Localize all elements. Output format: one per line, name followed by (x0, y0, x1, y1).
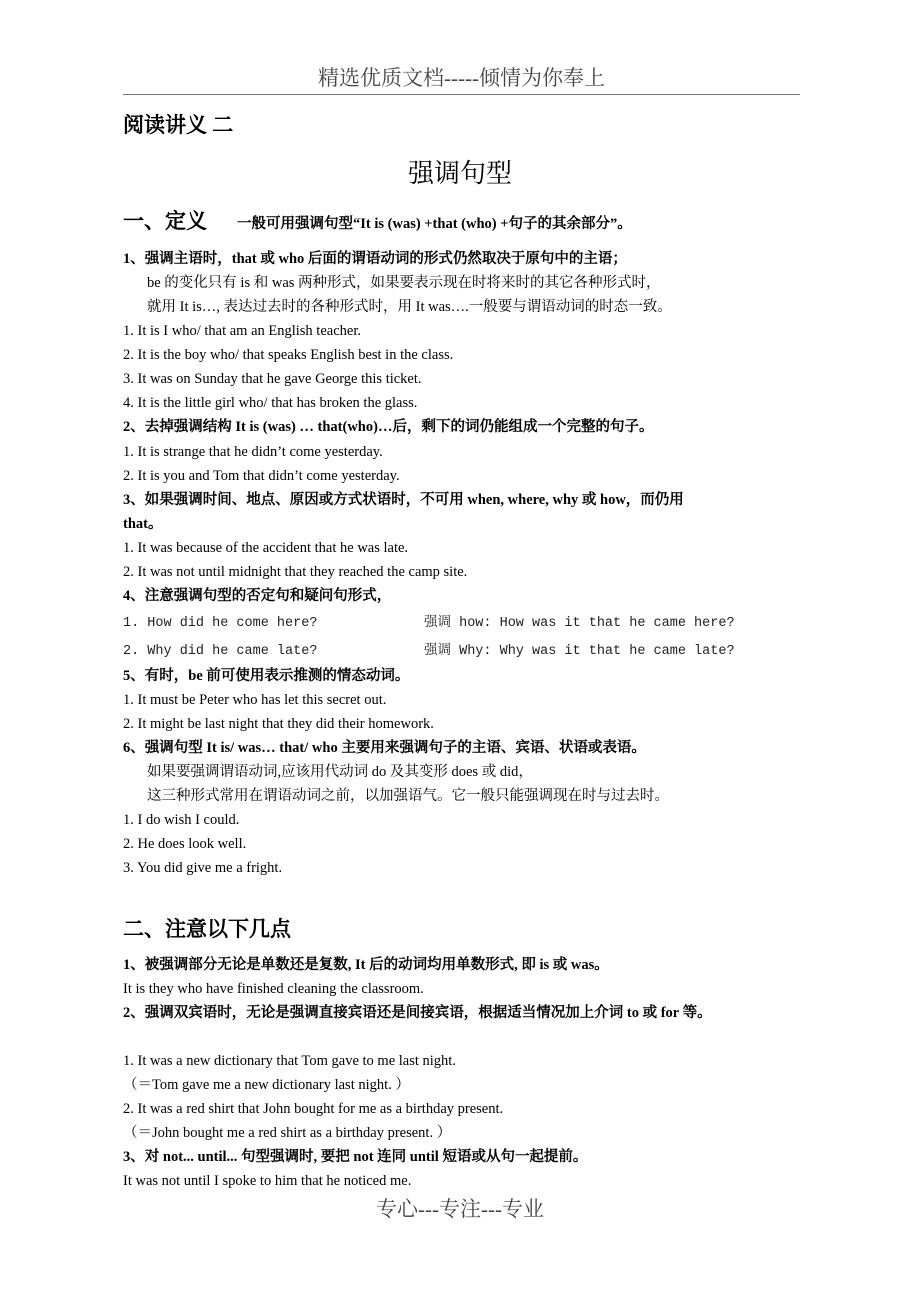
example-sentence: 1. I do wish I could. (123, 812, 240, 828)
point-2-title: 2、强调双宾语时，无论是强调直接宾语还是间接宾语，根据适当情况加上介词 to 或 for 等。 (123, 1005, 712, 1021)
example-sentence: 2. It might be last night that they did their homework. (123, 716, 434, 732)
point-1-title: 1、被强调部分无论是单数还是复数, It 后的动词均用单数形式, 即 is 或 was。 (123, 957, 609, 973)
rule-3-title-cont: that。 (123, 516, 163, 532)
rule-2-title: 2、去掉强调结构 It is (was) … that(who)…后，剩下的词仍能组成一个完整的句子。 (123, 419, 654, 435)
page-footer: 专心---专注---专业 (376, 1197, 544, 1221)
example-sentence: 3. It was on Sunday that he gave George this ticket. (123, 371, 422, 387)
rule-1-note-2: 就用 It is…, 表达过去时的各种形式时，用 It was….一般要与谓语动词的时态一致。 (147, 299, 672, 315)
question-2: 2. Why did he came late? (123, 644, 318, 659)
question-2-emphasis: 强调 Why: Why was it that he came late? (424, 644, 735, 659)
example-sentence: 1. It is I who/ that am an English teacher. (123, 323, 361, 339)
example-sentence: 1. It was because of the accident that he was late. (123, 540, 409, 556)
definition-text: 一般可用强调句型“It is (was) +that (who) +句子的其余部分”。 (237, 216, 632, 232)
section-2-heading: 二、注意以下几点 (123, 917, 291, 941)
example-sentence: It was not until I spoke to him that he noticed me. (123, 1173, 412, 1189)
example-sentence: 1. It was a new dictionary that Tom gave to me last night. (123, 1053, 456, 1069)
section-1-heading-line (123, 208, 632, 234)
rule-4-title: 4、注意强调句型的否定句和疑问句形式， (123, 588, 392, 604)
example-sentence: 1. It is strange that he didn’t come yesterday. (123, 444, 383, 460)
rule-6-title: 6、强调句型 It is/ was… that/ who 主要用来强调句子的主语、宾语、状语或表语。 (123, 740, 646, 756)
example-sentence: 2. It is the boy who/ that speaks English best in the class. (123, 347, 454, 363)
example-sentence: 4. It is the little girl who/ that has broken the glass. (123, 395, 418, 411)
question-1: 1. How did he come here? (123, 616, 318, 631)
lecture-title: 阅读讲义 二 (123, 113, 234, 137)
rule-6-note-1: 如果要强调谓语动词,应该用代动词 do 及其变形 does 或 did， (147, 764, 533, 780)
rule-6-note-2: 这三种形式常用在谓语动词之前，以加强语气。它一般只能强调现在时与过去时。 (147, 788, 669, 804)
example-sentence: 2. He does look well. (123, 836, 247, 852)
point-3-title: 3、对 not... until... 句型强调时, 要把 not 连同 until 短语或从句一起提前。 (123, 1149, 588, 1165)
page-header: 精选优质文档-----倾情为你奉上 (123, 62, 800, 95)
section-1-heading: 一、定义 (123, 209, 207, 233)
example-paraphrase: （＝John bought me a red shirt as a birthday present. ） (123, 1125, 452, 1141)
example-paraphrase: （＝Tom gave me a new dictionary last night. ） (123, 1077, 410, 1093)
example-sentence: 1. It must be Peter who has let this secret out. (123, 692, 387, 708)
rule-1-title: 1、强调主语时，that 或 who 后面的谓语动词的形式仍然取决于原句中的主语； (123, 251, 627, 267)
rule-1-note-1: be 的变化只有 is 和 was 两种形式，如果要表示现在时将来时的其它各种形式时， (147, 275, 661, 291)
rule-5-title: 5、有时，be 前可使用表示推测的情态动词。 (123, 668, 410, 684)
example-sentence: It is they who have finished cleaning the classroom. (123, 981, 424, 997)
rule-3-title: 3、如果强调时间、地点、原因或方式状语时，不可用 when, where, why 或 how，而仍用 (123, 492, 684, 508)
main-title: 强调句型 (407, 159, 512, 188)
example-sentence: 2. It is you and Tom that didn’t come yesterday. (123, 468, 400, 484)
example-sentence: 2. It was a red shirt that John bought for me as a birthday present. (123, 1101, 504, 1117)
example-sentence: 2. It was not until midnight that they reached the camp site. (123, 564, 468, 580)
example-sentence: 3. You did give me a fright. (123, 860, 283, 876)
question-1-emphasis: 强调 how: How was it that he came here? (424, 616, 735, 631)
